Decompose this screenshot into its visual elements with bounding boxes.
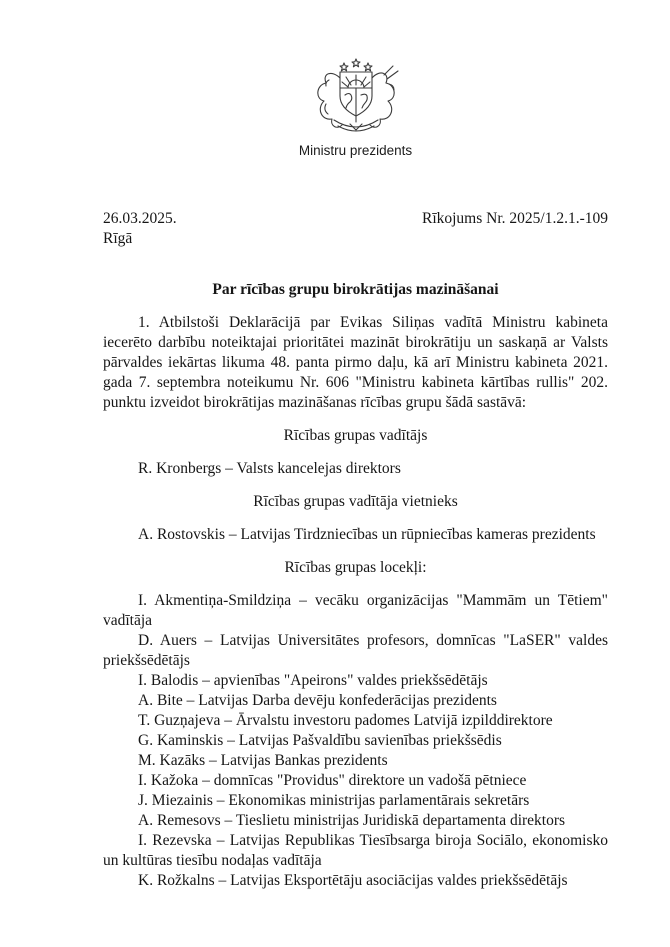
meta-row xyxy=(103,209,608,249)
group-deputy: A. Rostovskis – Latvijas Tirdzniecības un rūpniecības kameras prezidents xyxy=(138,526,596,543)
document-number: Rīkojums Nr. 2025/1.2.1.-109 xyxy=(421,210,608,227)
office-label: Ministru prezidents xyxy=(298,143,413,158)
member-entry: I. Kažoka – domnīcas "Providus" direktore un vadošā pētniece xyxy=(138,772,527,789)
document-content xyxy=(0,58,670,891)
document-date: 26.03.2025. xyxy=(103,210,177,227)
document-title: Par rīcības grupu birokrātijas mazināšanai xyxy=(212,281,499,298)
member-entry: T. Guzņajeva – Ārvalstu investoru padomes Latvijā izpilddirektore xyxy=(138,712,553,729)
heading-group-leader: Rīcības grupas vadītājs xyxy=(283,427,428,444)
group-leader: R. Kronbergs – Valsts kancelejas direktors xyxy=(138,460,401,477)
member-entry: A. Bite – Latvijas Darba devēju konfederācijas prezidents xyxy=(138,692,497,709)
heading-group-deputy: Rīcības grupas vadītāja vietnieks xyxy=(253,493,458,510)
member-entry: I. Balodis – apvienības "Apeirons" valdes priekšsēdētājs xyxy=(138,672,488,689)
letterhead xyxy=(103,58,608,159)
document-place: Rīgā xyxy=(103,230,133,247)
member-entry: J. Miezainis – Ekonomikas ministrijas parlamentārais sekretārs xyxy=(138,792,530,809)
heading-group-members: Rīcības grupas locekļi: xyxy=(284,559,427,576)
date-place-block xyxy=(103,209,177,249)
latvia-coat-of-arms-icon xyxy=(300,58,412,138)
member-entry: M. Kazāks – Latvijas Bankas prezidents xyxy=(138,752,388,769)
paragraph-1: 1. Atbilstoši Deklarācijā par Evikas Siliņas vadītā Ministru kabineta iecerēto darbību noteiktajai prioritātei mazināt birokrātiju un saskaņā ar Valsts pārvaldes iekārtas likuma 48. panta pirmo daļu, kā arī Ministru kabineta 2021. gada 7. septembra noteikumu Nr. 606 "Ministru kabineta kārtības rullis" 202. punktu izveidot birokrātijas mazināšanas rīcības grupu šādā sastāvā: xyxy=(103,314,608,411)
member-entry: A. Remesovs – Tieslietu ministrijas Juridiskā departamenta direktors xyxy=(138,812,566,829)
member-entry: I. Rezevska – Latvijas Republikas Tiesībsarga biroja Sociālo, ekonomisko un kultūras tiesību nodaļas vadītāja xyxy=(103,832,608,869)
member-entry: D. Auers – Latvijas Universitātes profesors, domnīcas "LaSER" valdes priekšsēdētājs xyxy=(103,632,608,669)
member-entry: I. Akmentiņa-Smildziņa – vecāku organizācijas "Mammām un Tētiem" vadītāja xyxy=(103,592,608,629)
member-entry: G. Kaminskis – Latvijas Pašvaldību savienības priekšsēdis xyxy=(138,732,502,749)
members-list xyxy=(103,591,608,891)
member-entry: K. Rožkalns – Latvijas Eksportētāju asociācijas valdes priekšsēdētājs xyxy=(138,872,568,889)
